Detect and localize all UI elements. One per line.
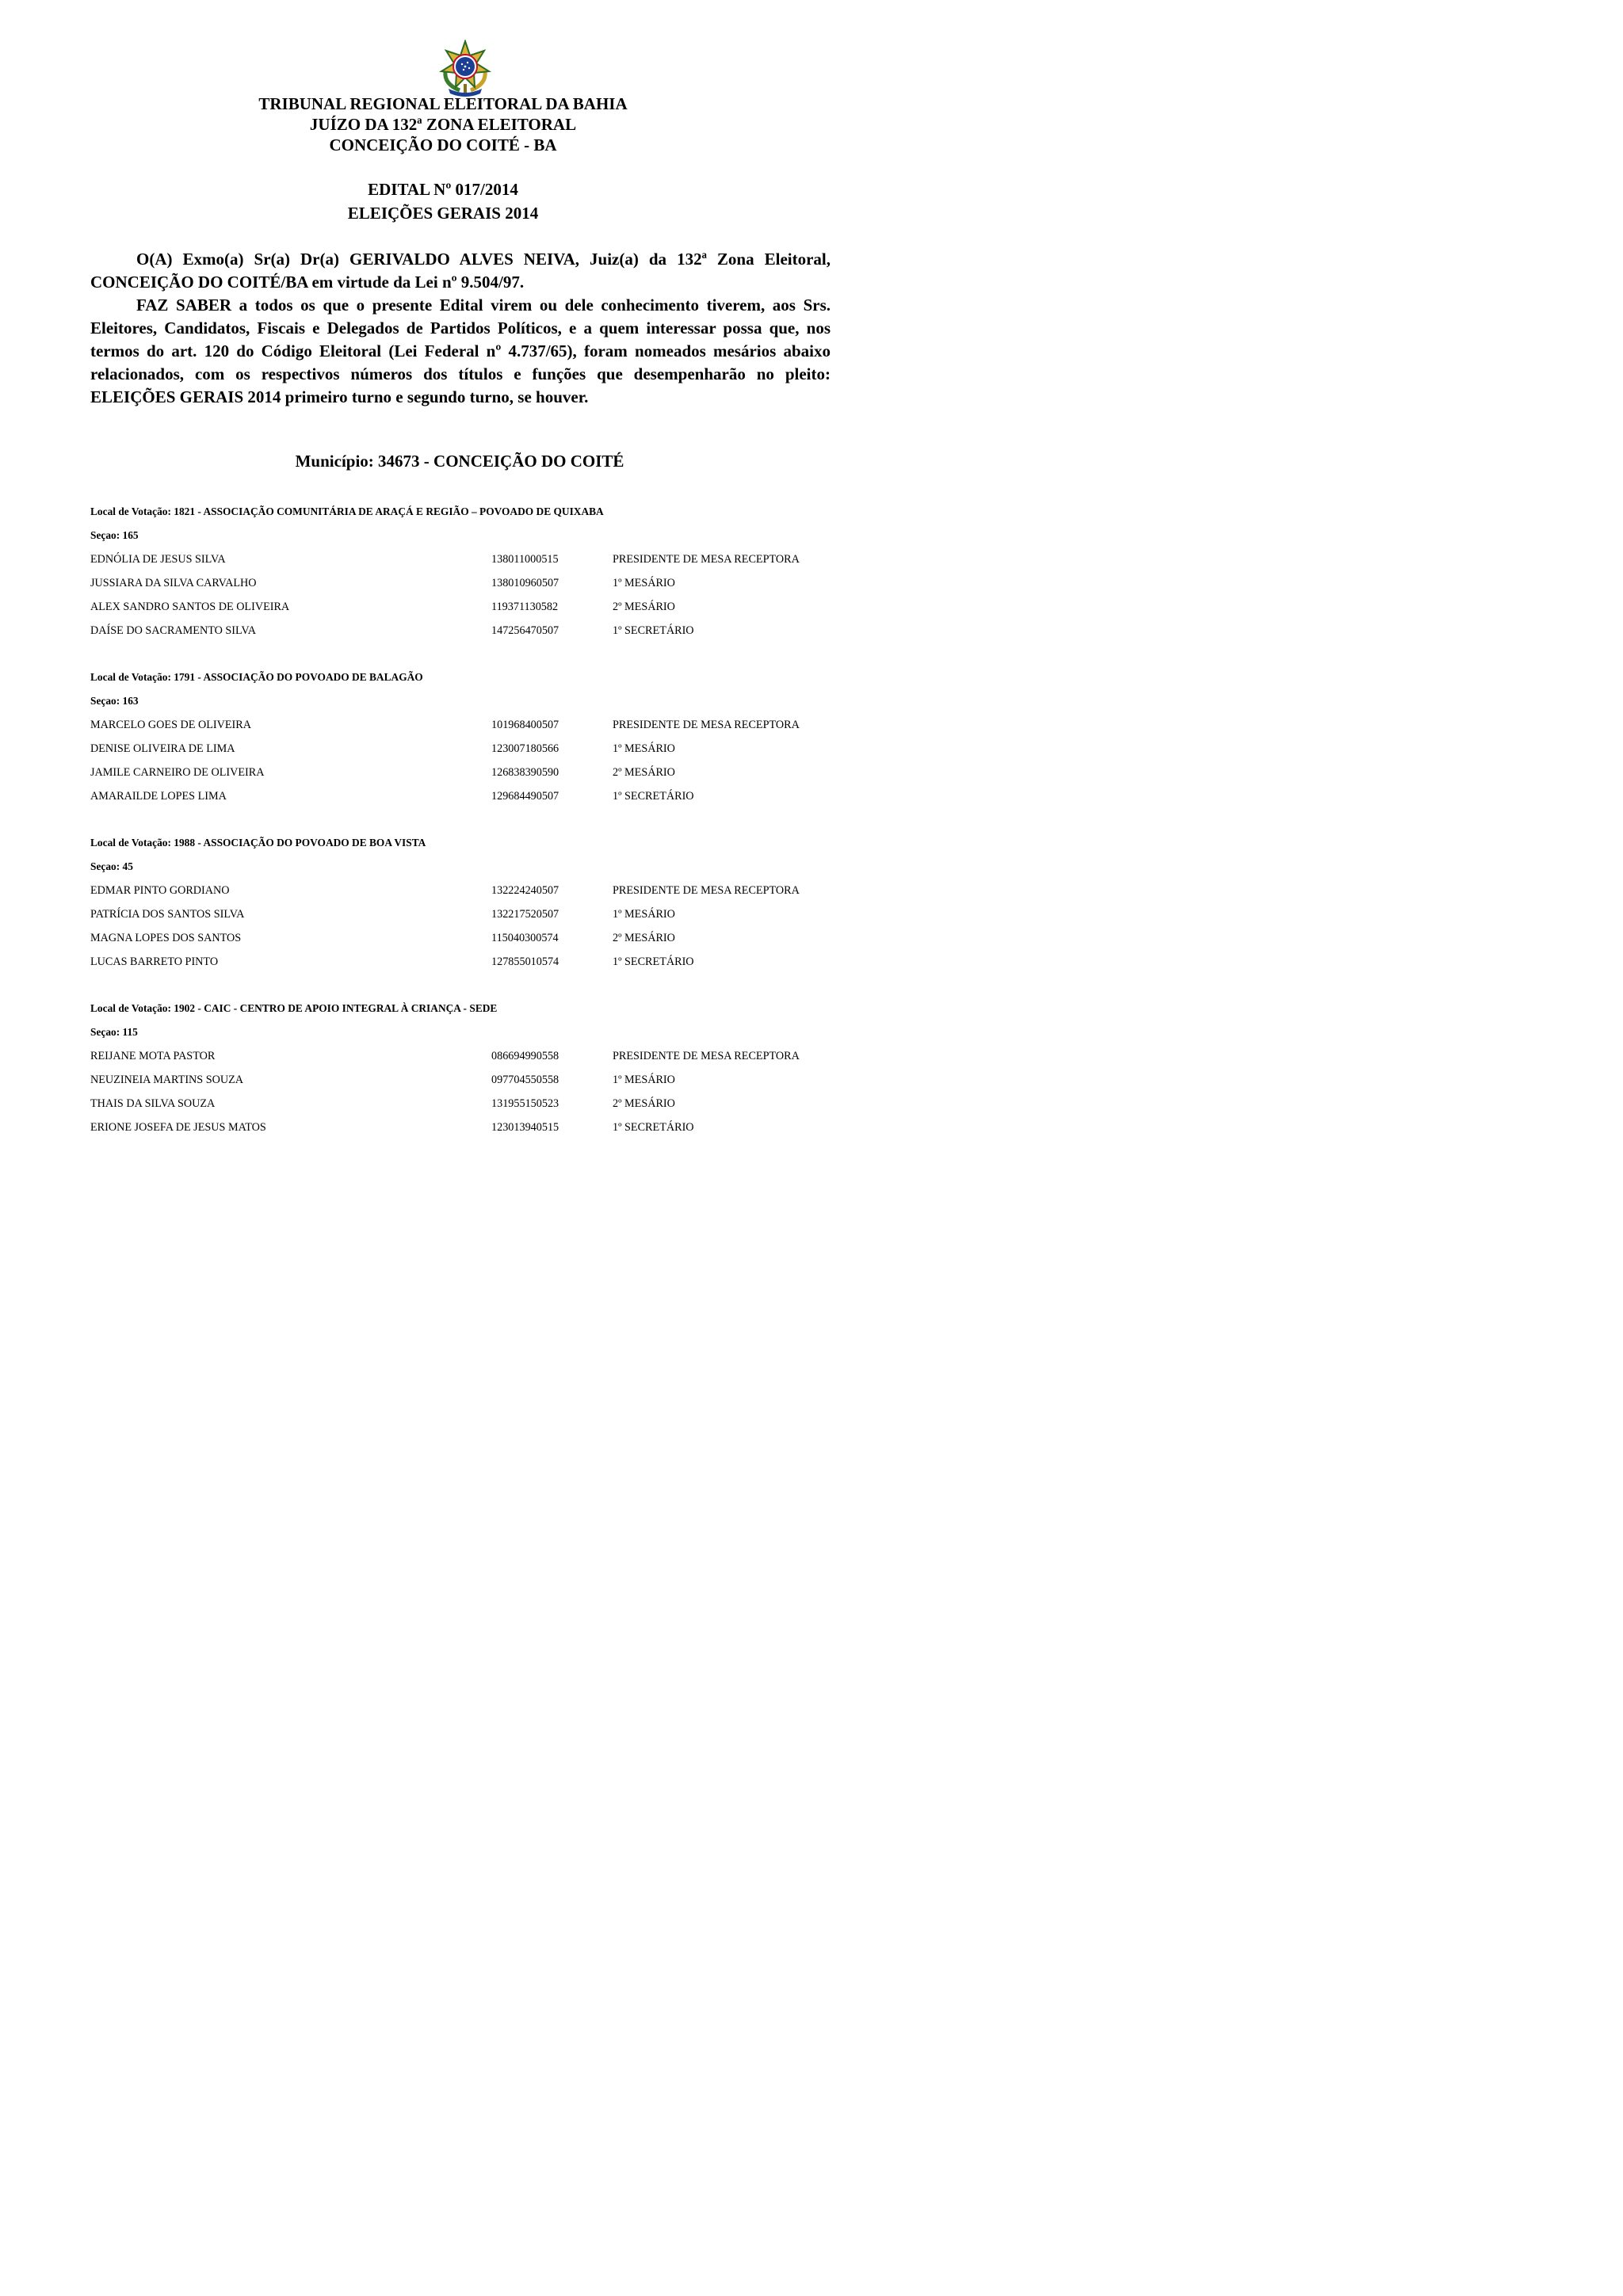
poll-worker-role: 1º MESÁRIO [613,1074,675,1086]
municipio-heading: Município: 34673 - CONCEIÇÃO DO COITÉ [295,452,624,471]
poll-worker-role: PRESIDENTE DE MESA RECEPTORA [613,884,800,897]
voting-location-block [90,1001,851,1143]
court-header [0,93,886,155]
table-row [90,623,851,646]
electoral-zone: JUÍZO DA 132ª ZONA ELEITORAL [309,115,577,134]
voting-location-title: Local de Votação: 1902 - CAIC - CENTRO DE APOIO INTEGRAL À CRIANÇA - SEDE [90,1002,498,1014]
table-row [90,930,851,954]
table-row [90,1048,851,1072]
section-label: Seçao: 165 [90,529,139,541]
intro-paragraph-notice: FAZ SABER a todos os que o presente Edital virem ou dele conhecimento tiverem, aos Srs. Eleitores, Candidatos, Fiscais e Delegados de Partidos Políticos, e a quem interessar possa que, nos termos do art. 120 do Código Eleitoral (Lei Federal nº 4.737/65), foram nomeados mesários abaixo relacionados, com os respectivos números dos títulos e funções que desempenharão no pleito: ELEIÇÕES GERAIS 2014 primeiro turno e segundo turno, se houver. [90,296,831,406]
voter-id: 097704550558 [491,1074,559,1086]
voter-id: 126838390590 [491,766,559,779]
table-row [90,906,851,930]
voting-location-block [90,504,851,646]
poll-worker-name: LUCAS BARRETO PINTO [90,955,219,968]
voting-location-title: Local de Votação: 1821 - ASSOCIAÇÃO COMUNITÁRIA DE ARAÇÁ E REGIÃO – POVOADO DE QUIXABA [90,505,604,517]
poll-worker-name: ERIONE JOSEFA DE JESUS MATOS [90,1121,266,1134]
voter-id: 086694990558 [491,1050,559,1062]
poll-worker-name: JAMILE CARNEIRO DE OLIVEIRA [90,766,265,779]
poll-worker-role: 2º MESÁRIO [613,932,675,944]
poll-worker-name: THAIS DA SILVA SOUZA [90,1097,216,1110]
poll-worker-role: 2º MESÁRIO [613,766,675,779]
poll-worker-name: PATRÍCIA DOS SANTOS SILVA [90,908,245,921]
table-row [90,883,851,906]
poll-worker-role: PRESIDENTE DE MESA RECEPTORA [613,553,800,566]
voter-id: 127855010574 [491,955,559,968]
poll-worker-name: JUSSIARA DA SILVA CARVALHO [90,577,257,589]
section-label: Seçao: 163 [90,695,139,707]
election-name: ELEIÇÕES GERAIS 2014 [347,204,539,223]
voter-id: 129684490507 [491,790,559,803]
voter-id: 132224240507 [491,884,559,897]
court-name: TRIBUNAL REGIONAL ELEITORAL DA BAHIA [258,94,628,113]
poll-worker-role: 1º SECRETÁRIO [613,955,694,968]
voting-location-block [90,835,851,978]
table-row [90,1072,851,1096]
voter-id: 138011000515 [491,553,559,566]
poll-worker-name: NEUZINEIA MARTINS SOUZA [90,1074,244,1086]
poll-worker-name: EDMAR PINTO GORDIANO [90,884,230,897]
poll-worker-role: 1º MESÁRIO [613,742,675,755]
voter-id: 138010960507 [491,577,559,589]
poll-worker-role: PRESIDENTE DE MESA RECEPTORA [613,719,800,731]
section-label: Seçao: 115 [90,1026,138,1038]
voter-id: 132217520507 [491,908,559,921]
table-row [90,765,851,788]
voting-location-title: Local de Votação: 1791 - ASSOCIAÇÃO DO POVOADO DE BALAGÃO [90,671,423,683]
poll-worker-role: 1º MESÁRIO [613,908,675,921]
voter-id: 123007180566 [491,742,559,755]
poll-worker-name: ALEX SANDRO SANTOS DE OLIVEIRA [90,601,290,613]
voter-id: 147256470507 [491,624,559,637]
voter-id: 119371130582 [491,601,559,613]
table-row [90,1119,851,1143]
poll-worker-role: 2º MESÁRIO [613,1097,675,1110]
poll-worker-name: MARCELO GOES DE OLIVEIRA [90,719,251,731]
table-row [90,717,851,741]
voter-id: 101968400507 [491,719,559,731]
table-row [90,551,851,575]
coat-of-arms-icon [437,40,493,97]
table-row [90,954,851,978]
poll-worker-name: AMARAILDE LOPES LIMA [90,790,227,803]
poll-worker-role: 2º MESÁRIO [613,601,675,613]
city-state: CONCEIÇÃO DO COITÉ - BA [329,135,557,154]
poll-worker-name: EDNÓLIA DE JESUS SILVA [90,553,226,566]
poll-worker-role: 1º SECRETÁRIO [613,790,694,803]
poll-worker-name: MAGNA LOPES DOS SANTOS [90,932,242,944]
poll-worker-name: REIJANE MOTA PASTOR [90,1050,216,1062]
table-row [90,741,851,765]
edital-number: EDITAL Nº 017/2014 [368,180,518,199]
voter-id: 131955150523 [491,1097,559,1110]
table-row [90,599,851,623]
voter-id: 115040300574 [491,932,559,944]
intro-paragraph-judge: O(A) Exmo(a) Sr(a) Dr(a) GERIVALDO ALVES NEIVA, Juiz(a) da 132ª Zona Eleitoral, CONCEIÇÃO DO COITÉ/BA em virtude da Lei nº 9.504/97. [90,250,831,292]
table-row [90,1096,851,1119]
poll-worker-role: PRESIDENTE DE MESA RECEPTORA [613,1050,800,1062]
voting-location-block [90,669,851,812]
poll-worker-role: 1º SECRETÁRIO [613,624,694,637]
voting-location-title: Local de Votação: 1988 - ASSOCIAÇÃO DO POVOADO DE BOA VISTA [90,837,426,849]
section-label: Seçao: 45 [90,860,133,872]
table-row [90,788,851,812]
table-row [90,575,851,599]
poll-worker-name: DAÍSE DO SACRAMENTO SILVA [90,624,257,637]
poll-worker-role: 1º MESÁRIO [613,577,675,589]
voter-id: 123013940515 [491,1121,559,1134]
edital-title [0,177,886,225]
document-page [0,0,886,1254]
poll-worker-role: 1º SECRETÁRIO [613,1121,694,1134]
intro-text [90,248,831,409]
poll-worker-name: DENISE OLIVEIRA DE LIMA [90,742,235,755]
